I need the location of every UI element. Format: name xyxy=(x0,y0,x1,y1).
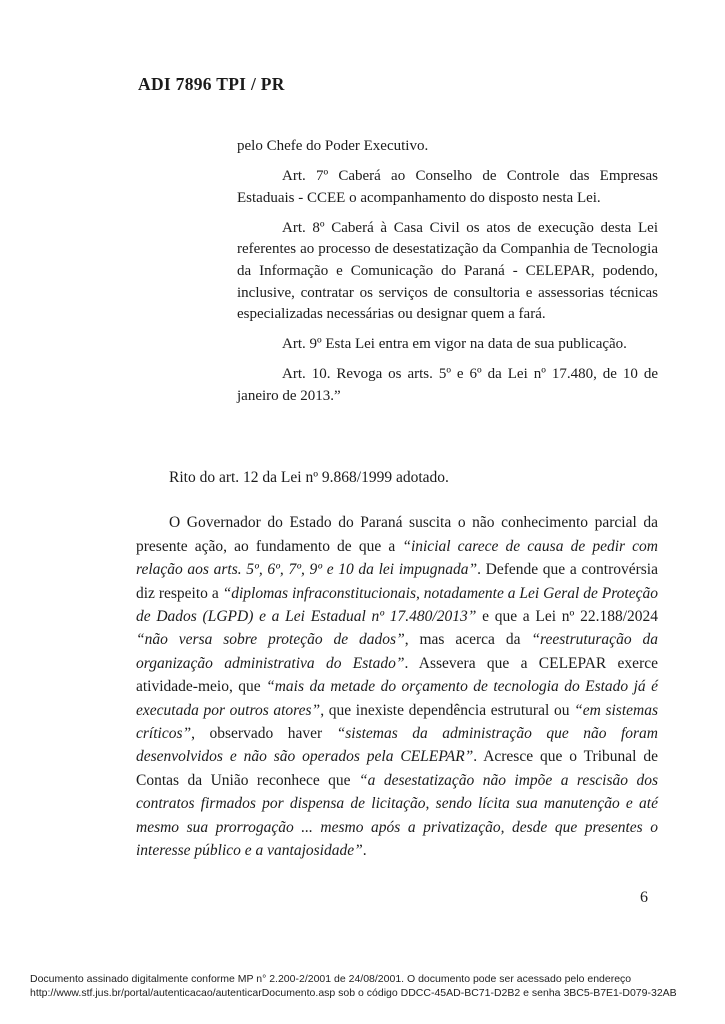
quote-paragraph-art9: Art. 9º Esta Lei entra em vigor na data de sua publicação. xyxy=(282,336,627,353)
case-header: ADI 7896 TPI / PR xyxy=(138,74,285,94)
decision-body xyxy=(136,466,658,885)
quote-paragraph-art10: Art. 10. Revoga os arts. 5º e 6º da Lei nº 17.480, de 10 de janeiro de 2013.” xyxy=(237,366,658,404)
page-number: 6 xyxy=(640,889,648,906)
footer-line-1: Documento assinado digitalmente conforme MP n° 2.200-2/2001 de 24/08/2001. O documento pode ser acessado pelo endereço xyxy=(30,973,632,985)
body-paragraph-rito: Rito do art. 12 da Lei nº 9.868/1999 adotado. xyxy=(169,469,449,486)
quote-paragraph-continuation: pelo Chefe do Poder Executivo. xyxy=(237,138,429,154)
footer-line-2: http://www.stf.jus.br/portal/autenticacao/autenticarDocumento.asp sob o código DDCC-45AD-BC71-D2B2 e senha 3BC5-B7E1-D079-32AB xyxy=(30,987,677,999)
quote-paragraph-art8: Art. 8º Caberá à Casa Civil os atos de execução desta Lei referentes ao processo de desestatização da Companhia de Tecnologia da Informação e Comunicação do Paraná - CELEPAR, podendo, inclusive, contratar os serviços de consultoria e assessorias técnicas especializadas necessárias ou designar quem a fará. xyxy=(237,219,658,323)
quote-paragraph-art7: Art. 7º Caberá ao Conselho de Controle das Empresas Estaduais - CCEE o acompanhamento do disposto nesta Lei. xyxy=(237,168,658,206)
quoted-law-block xyxy=(237,136,658,416)
body-paragraph-governador: O Governador do Estado do Paraná suscita o não conhecimento parcial da presente ação, ao fundamento de que a “inicial carece de causa de pedir com relação aos arts. 5º, 6º, 7º, 9º e 10 da lei impugnada”. Defende que a controvérsia diz respeito a “diplomas infraconstitucionais, notadamente a Lei Geral de Proteção de Dados (LGPD) e a Lei Estadual nº 17.480/2013” e que a Lei nº 22.188/2024 “não versa sobre proteção de dados”, mas acerca da “reestruturação da organização administrativa do Estado”. Assevera que a CELEPAR exerce atividade-meio, que “mais da metade do orçamento de tecnologia do Estado já é executada por outros atores”, que inexiste dependência estrutural ou “em sistemas críticos”, observado haver “sistemas da administração que não foram desenvolvidos e não são operados pela CELEPAR”. Acresce que o Tribunal de Contas da União reconhece que “a desestatização não impõe a rescisão dos contratos firmados por dispensa de licitação, sendo lícita sua manutenção e até mesmo sua prorrogação ... mesmo após a privatização, desde que presentes o interesse público e a vantajosidade”. xyxy=(136,514,659,860)
signature-footer xyxy=(30,972,700,1000)
